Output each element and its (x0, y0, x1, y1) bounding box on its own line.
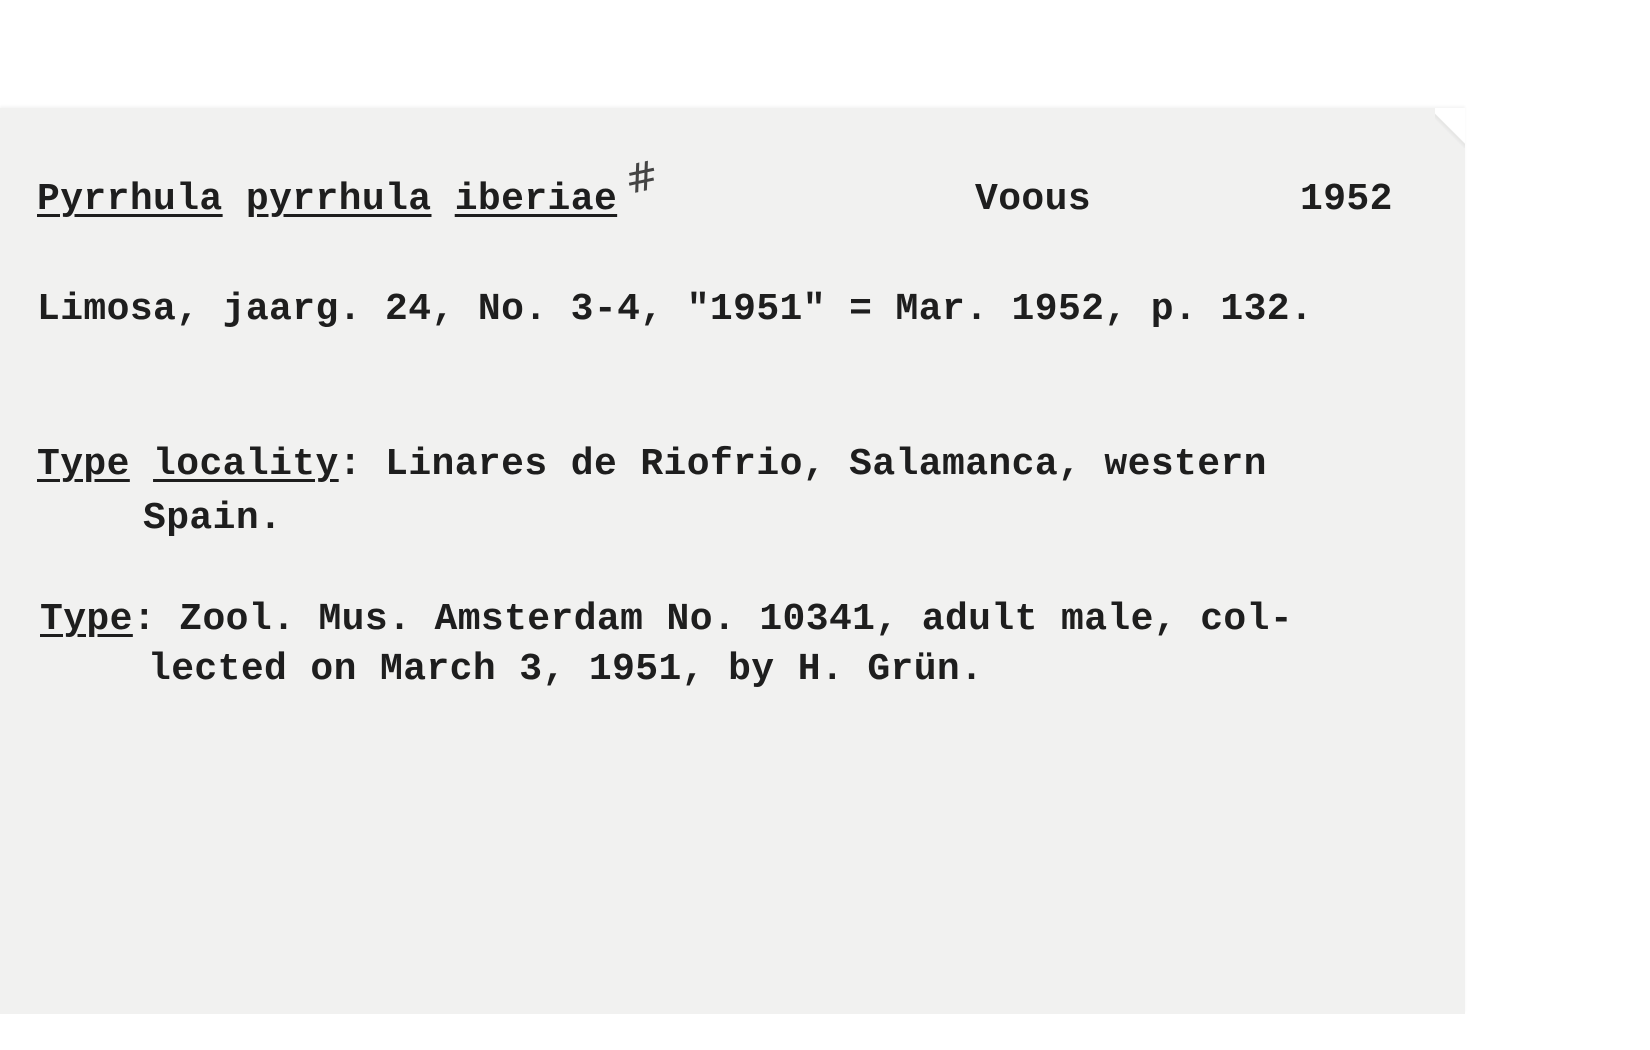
species-name: pyrrhula (245, 178, 432, 221)
type-specimen-colon: : (132, 598, 157, 641)
genus-name: Pyrrhula (37, 178, 223, 221)
type-locality-text-1: Linares de Riofrio, Salamanca, western (361, 443, 1267, 486)
type-locality-line-1 (37, 443, 1267, 486)
type-locality-line-2: Spain. (143, 497, 283, 540)
type-specimen-line-1 (40, 598, 1293, 641)
subspecies-name: iberiae (454, 178, 618, 221)
handwritten-hash-mark: # (620, 152, 663, 204)
type-locality-label-1: Type (37, 443, 130, 486)
citation-line: Limosa, jaarg. 24, No. 3-4, "1951" = Mar. 1952, p. 132. (37, 288, 1314, 331)
type-specimen-text-1: Zool. Mus. Amsterdam No. 10341, adult male, col- (156, 598, 1294, 641)
publication-year: 1952 (1300, 178, 1393, 221)
type-locality-colon: : (338, 443, 362, 486)
type-specimen-label: Type (40, 598, 133, 641)
card-corner-fold (1435, 108, 1465, 148)
type-specimen-line-2: lected on March 3, 1951, by H. Grün. (148, 648, 984, 691)
taxon-name (37, 178, 617, 221)
author-name: Voous (975, 178, 1092, 221)
index-card (0, 108, 1465, 1014)
type-locality-label-2: locality (153, 443, 339, 486)
